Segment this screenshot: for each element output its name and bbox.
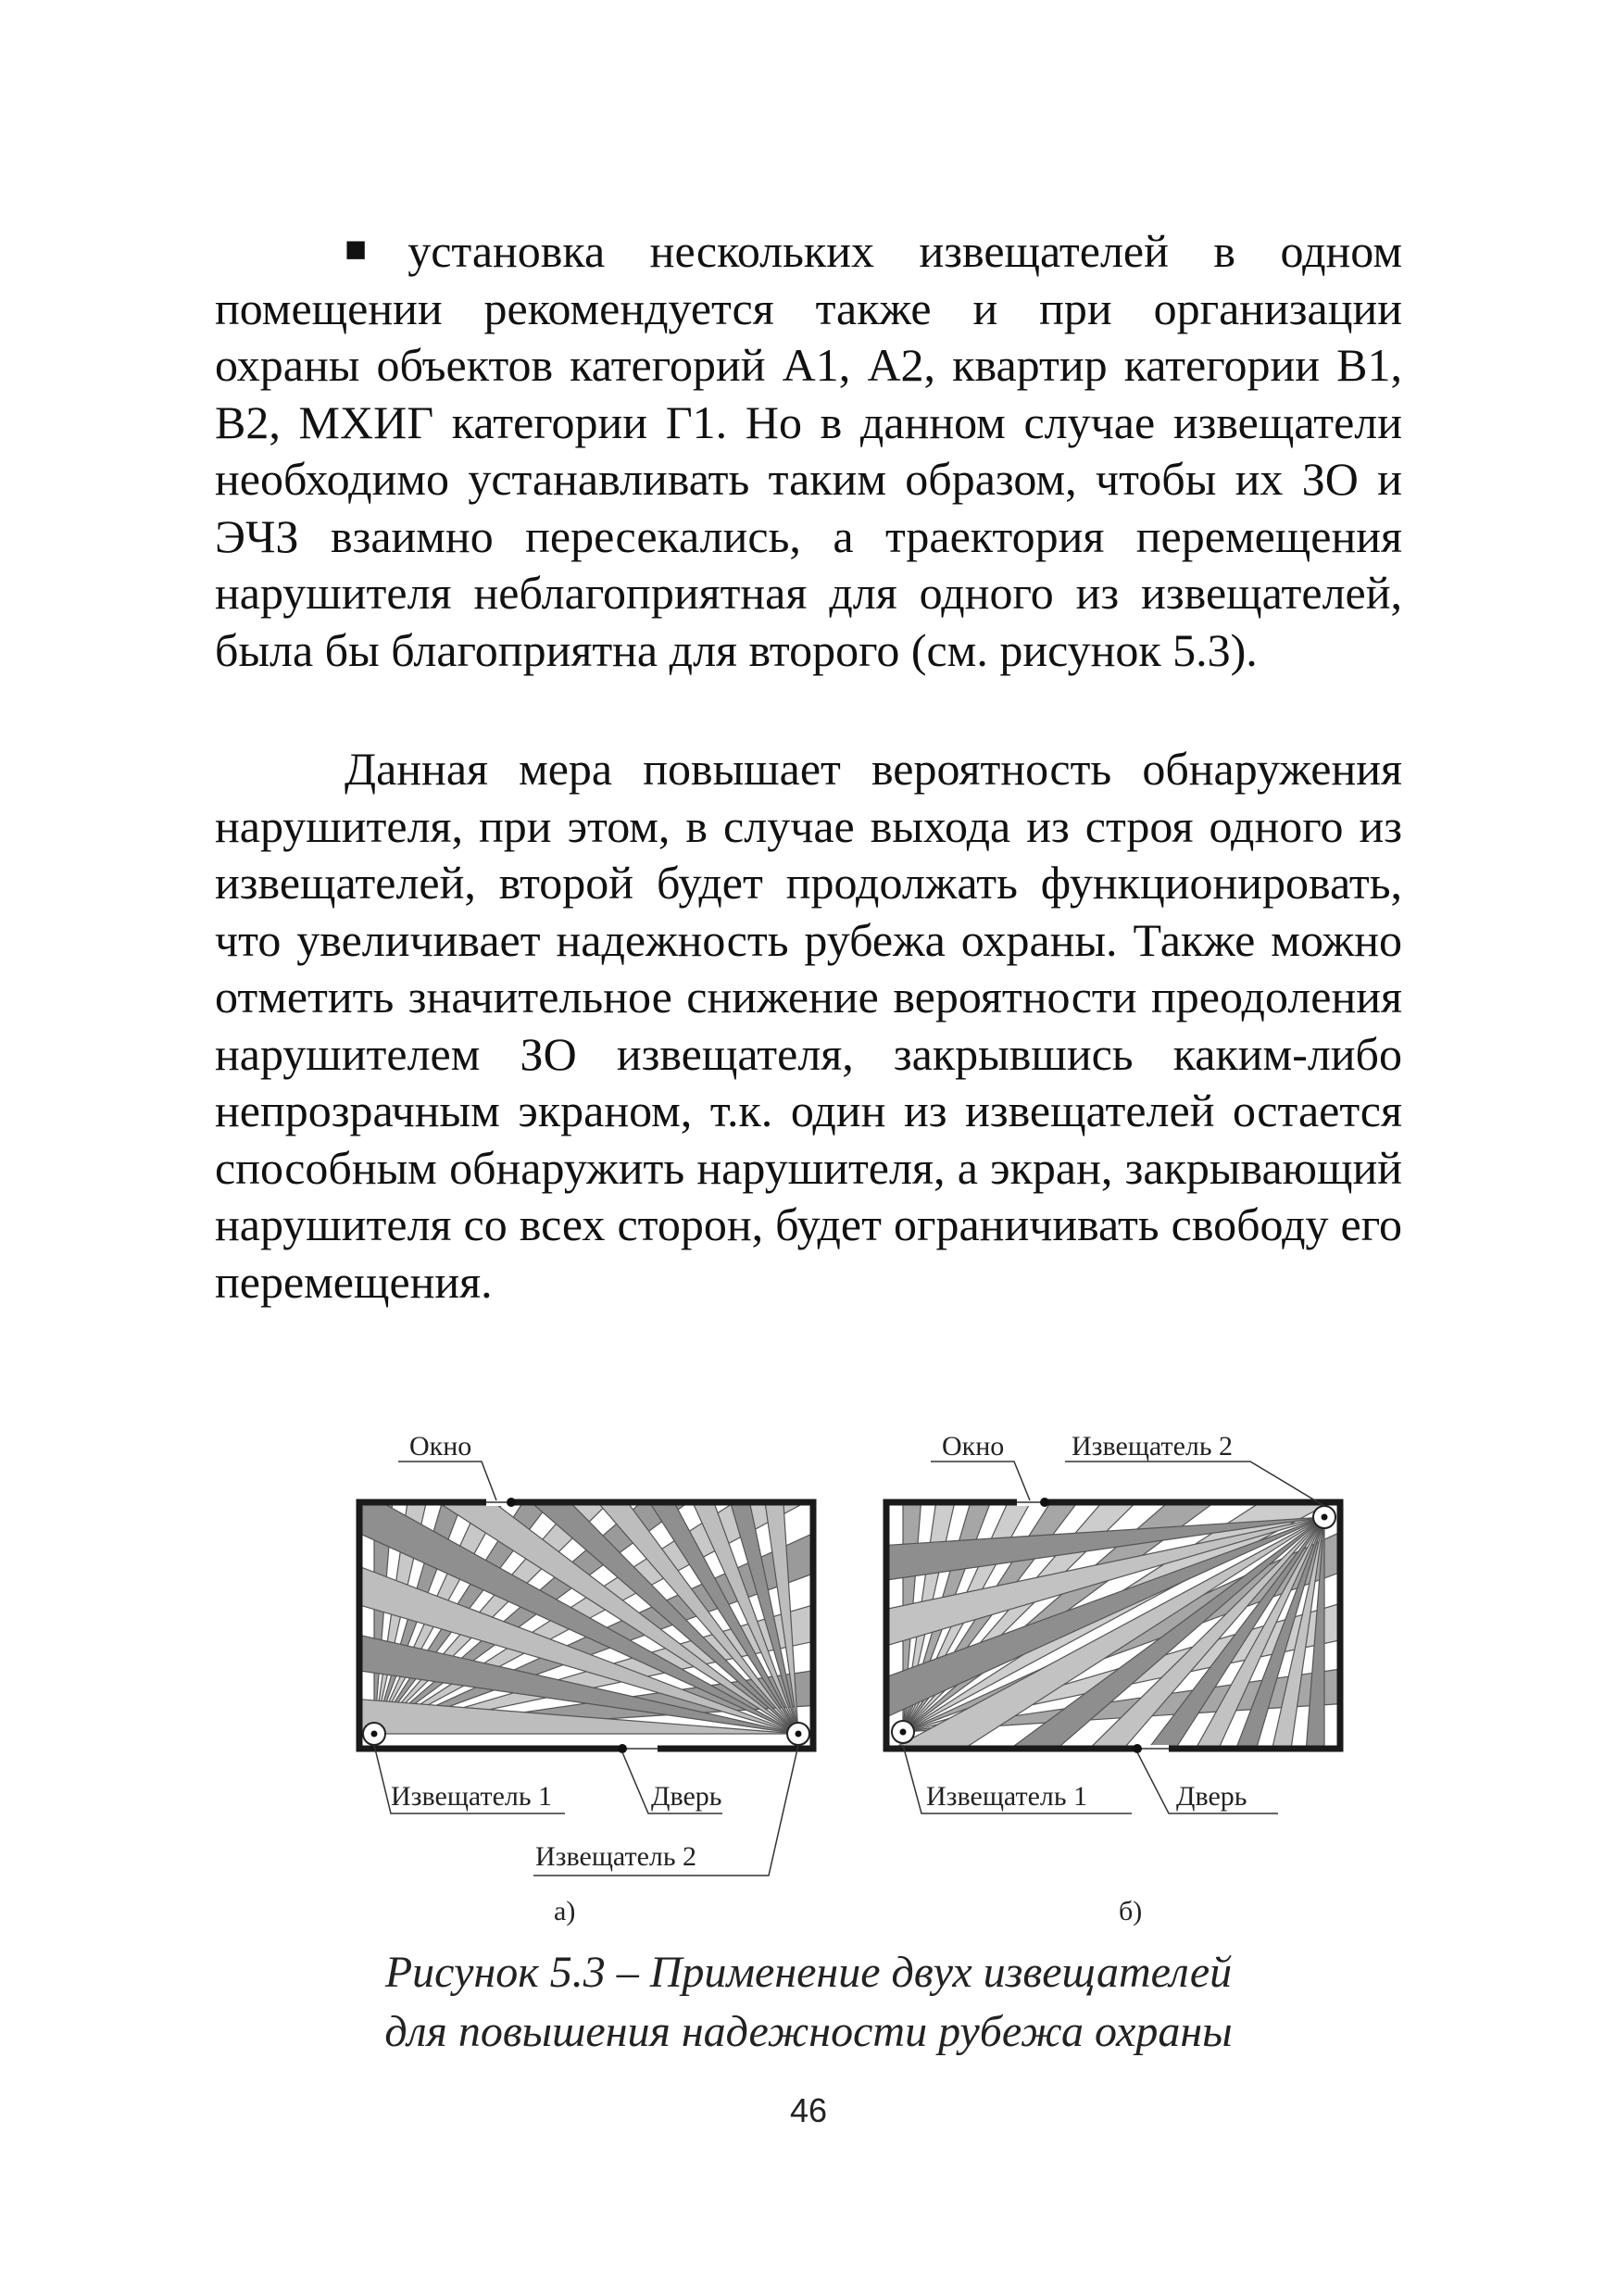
- label-window-b: Окно: [942, 1431, 1005, 1462]
- leader-window-a: [398, 1462, 496, 1500]
- detector-center: [796, 1731, 802, 1738]
- page-number: 46: [789, 2091, 828, 2129]
- label-window-a: Окно: [409, 1431, 472, 1462]
- window-marker: [507, 1498, 516, 1507]
- sublabel-a: а): [554, 1896, 576, 1926]
- leader-window-b: [931, 1462, 1030, 1500]
- label-door-a: Дверь: [651, 1781, 722, 1812]
- label-detector1-b: Извещатель 1: [926, 1781, 1088, 1812]
- label-detector2-b: Извещатель 2: [1072, 1431, 1234, 1462]
- door-marker: [1133, 1744, 1142, 1753]
- detector-center: [1322, 1514, 1328, 1521]
- detector-center: [900, 1729, 907, 1736]
- window-marker: [1040, 1498, 1049, 1507]
- door-marker: [618, 1744, 627, 1753]
- paragraph-1-text: установка нескольких извещателей в одном помещении рекомендуется также и при организации охраны объектов категорий А1, А2, квартир категории В1, В2, МХИГ категории Г1. Но в данном случае извещатели необходимо устанавливать таким образом, чтобы их ЗО и ЭЧЗ взаимно пересекались, а траектория перемещения нарушителя неблагоприятная для одного из извещателей, была бы благоприятна для второго (см. рисунок 5.3).: [215, 225, 1402, 676]
- diagram-a-room: [224, 1160, 947, 1753]
- label-door-b: Дверь: [1176, 1781, 1247, 1812]
- label-detector2-a: Извещатель 2: [535, 1841, 697, 1872]
- paragraph-2: Данная мера повышает вероятность обнаружения нарушителя, при этом, в случае выхода из строя одного из извещателей, второй будет продолжать функционировать, что увеличивает надежность рубежа охраны. Также можно отметить значительное снижение вероятности преодоления нарушителем ЗО извещателя, закрывшись каким-либо непрозрачным экраном, т.к. один из извещателей остается способным обнаружить нарушителя, а экран, закрывающий нарушителя со всех сторон, будет ограничивать свободу его перемещения.: [215, 743, 1402, 1308]
- figure-caption-line-1: Рисунок 5.3 – Применение двух извещателей: [384, 1948, 1233, 1997]
- bullet-icon: ■: [345, 228, 401, 270]
- detector-center: [371, 1731, 378, 1738]
- figure-caption-line-2: для повышения надежности рубежа охраны: [384, 2007, 1233, 2056]
- sublabel-b: б): [1119, 1896, 1143, 1926]
- label-detector1-a: Извещатель 1: [391, 1781, 553, 1812]
